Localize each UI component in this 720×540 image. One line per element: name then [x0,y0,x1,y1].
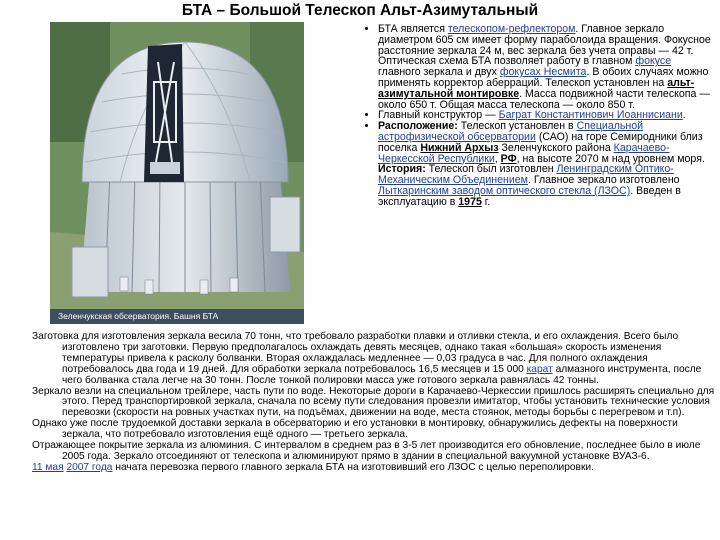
paragraph-coating: Отражающее покрытие зеркала из алюминия. С интервалом в среднем раз в 3-5 лет производится его обновление, последнее было в июле 2005 года. Зеркало отсоединяют от телескопа и алюминируют прямо в здании в специальной вакуумной установке ВУАЗ-6. [32,440,701,462]
list-item: • Главный конструктор — Баграт Константинович Иоаннисиани. [378,110,716,121]
telescope-tower-illustration [50,22,304,324]
link-nasmyth-focus[interactable]: фокусах Несмита [499,66,587,79]
link-year-2007[interactable]: 2007 года [66,461,113,473]
link-may-11[interactable]: 11 мая [32,461,64,473]
link-kchr[interactable]: Карачаево-Черкесской Республики [378,141,670,165]
list-item: • БТА является телескопом-рефлектором. Главное зеркало диаметром 605 см имеет форму параболоида вращения. Фокусное расстояние зеркала 24 м, вес зеркала без учета оправы — 42 т. Оптическая схема БТА позволяет работу в главном фокусе главного зеркала и двух фокусах Несмита. В обоих случаях можно применять корректор аберраций. Телескоп установлен на альт-азимутальной монтировке. Масса подвижной части телескопа — около 650 т. Общая масса телескопа — около 850 т. [378,24,716,110]
paragraph-transport: Зеркало везли на специальном трейлере, часть пути по воде. Некоторые дороги в Карачаево-Черкессии пришлось расширять специально для этого. Перед транспортировкой зеркала, сначала по всему пути следования провезли имитатор, чтобы установить технические условия перевозки (скорости на ровных участках пути, на подъёмах, движении на воде, места стоянок, методы борьбы с перегревом и т.п). [32,385,715,419]
list-item: • Расположение: Телескоп установлен в Специальной астрофизической обсерватории (САО) на горе Семиродники близ поселка Нижний Архыз Зеленчукского района Карачаево-Черкесской Республики, РФ, на высоте 2070 м над уровнем моря. История: Телескоп был изготовлен Ленинградским Оптико-Механическим Объединением. Главное зеркало изготовлено Лыткаринским заводом оптического стекла (ЛЗОС). Введен в эксплуатацию в 1975 г. [378,121,716,207]
link-carat[interactable]: карат [526,363,553,375]
link-reflector[interactable]: телескопом-рефлектором [447,23,576,35]
link-nizhny-arkhyz[interactable]: Нижний Архыз [420,141,499,154]
telescope-info [348,24,716,208]
paragraph-mirror-blank: Заготовка для изготовления зеркала весила 70 тонн, что требовало разработки плавки и отливки стекла, и его охлаждения. Всего было изготовлено три заготовки. Первую предполагалось охлаждать девять месяцев, однако такая «большая» скорость изменения температуры привела к расколу болванки. Вторая охлаждалась медленнее — 0,03 градуса в час. Для полного охлаждения потребовалось два года и 19 дней. Для обработки зеркала потребовалось 16,5 месяцев и 15 000 карат алмазного инструмента, после чего болванка стала легче на 30 тонн. После тонкой полировки масса уже готового зеркала равнялась 42 тонны. [32,331,702,386]
page-title: БТА – Большой Телескоп Альт-Азимутальный [181,2,539,19]
link-lzos[interactable]: Лыткаринским заводом оптического стекла (ЛЗОС) [378,184,631,197]
location-heading: Расположение: [378,120,458,133]
link-altaz-mount[interactable]: альт-азимутальной монтировке [378,76,695,100]
photo-caption: Зеленчукская обсерватория. Башня БТА [50,309,304,324]
paragraph-repolish: 11 мая 2007 года начата перевозка первого главного зеркала БТА на изготовивший его ЛЗОС с целью переполировки. [32,461,594,473]
link-year-1975[interactable]: 1975 [458,195,482,208]
paragraph-defects: Однако уже после трудоемкой доставки зеркала в обсерваторию и его установки в монтировку, обнаружились дефекты на поверхности зеркала, что потребовало изготовления ещё одного — третьего зеркала. [32,418,678,441]
history-heading: История: [378,163,426,176]
link-sao[interactable]: Специальной астрофизической обсерватории [378,120,644,143]
link-lomo[interactable]: Ленинградским Оптико-Механическим Объединением [378,163,674,187]
link-chief-designer[interactable]: Баграт Константинович Иоаннисиани [498,109,683,122]
history-text [32,332,716,474]
observatory-photo [50,22,304,324]
link-rf[interactable]: РФ [500,152,517,165]
link-focus[interactable]: фокусе [635,55,672,68]
